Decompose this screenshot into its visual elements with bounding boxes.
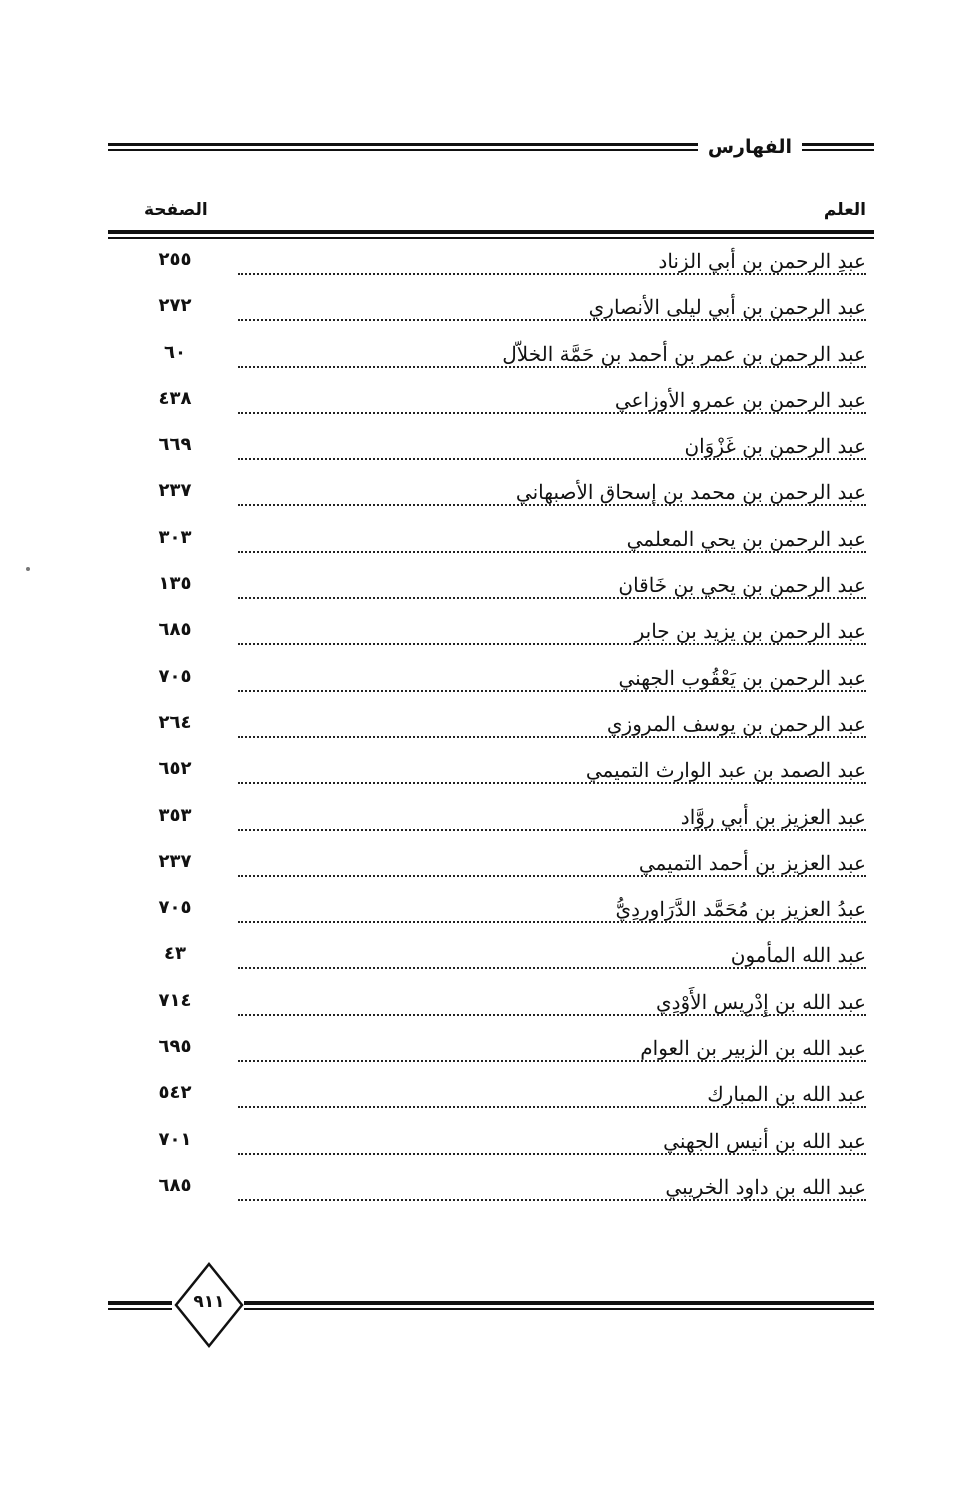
header-rule-left [108,143,698,151]
index-entry [108,474,874,520]
column-headers [108,196,874,228]
entry-name: عبدُ العزيز بن مُحَمَّد الدَّرَاوردِيُّ [609,897,866,921]
entry-page: ٦٨٥ [158,619,192,641]
index-entry [108,613,874,659]
index-entry [108,1030,874,1076]
entry-page: ٦٩٥ [158,1036,192,1058]
page-column-header: الصفحة [144,200,208,220]
index-entry [108,1123,874,1169]
entry-page: ٢٦٤ [158,711,192,733]
index-entry [108,660,874,706]
entry-name: عبد الرحمن بن يوسف المروزي [601,712,866,736]
entry-name: عبد الرحمن بن يحي بن خَاقان [612,573,866,597]
name-column-header: العلم [823,200,866,220]
entry-page: ٣٥٣ [158,804,192,826]
entry-name: عبدِ الرحمن بن أبي الزناد [652,249,866,273]
index-entry [108,1169,874,1215]
entry-name: عبد الصمد بن عبد الوارث التميمي [580,758,866,782]
entry-name: عبد الرحمن بن يَعْقُوب الجهني [613,666,867,690]
index-entry [108,289,874,335]
index-entry [108,1076,874,1122]
entry-name: عبد العزيز بن أبي روَّاد [675,805,866,829]
scan-speck [26,567,30,571]
footer-rule-right [244,1301,874,1310]
entry-page: ٦٠ [164,341,186,363]
entry-page: ٤٣٨ [158,387,192,409]
index-entry [108,336,874,382]
index-entry [108,891,874,937]
entry-name: عبد الرحمن بن محمد بن إسحاق الأصبهاني [510,480,866,504]
entry-name: عبد الرحمن بن يحي المعلمي [621,527,866,551]
entry-page: ٦٦٩ [158,434,192,456]
footer-rule-left [108,1301,172,1310]
entry-page: ٤٣ [164,943,186,965]
entry-page: ٦٨٥ [158,1174,192,1196]
page-footer [108,1262,874,1348]
entry-page: ٦٥٢ [158,758,192,780]
entry-name: عبد الله المأمون [725,943,866,967]
index-entry [108,428,874,474]
index-entry [108,567,874,613]
entry-name: عبد العزيز بن أحمد التميمي [633,851,866,875]
page-number: ٩١١ [193,1292,225,1312]
header-rule-right [802,143,874,151]
index-entry [108,799,874,845]
entry-page: ٢٧٢ [158,295,192,317]
entry-page: ٢٣٧ [158,480,192,502]
running-header [108,132,874,162]
entry-name: عبد الله بن أنيس الجهني [657,1129,866,1153]
index-entry [108,984,874,1030]
column-header-rule [108,230,874,239]
entry-name: عبد الرحمن بن يزيد بن جابر [629,619,866,643]
entry-page: ٣٠٣ [158,526,192,548]
entry-page: ١٣٥ [158,573,192,595]
index-entry [108,752,874,798]
entry-name: عبد الرحمن بن غَزْوَان [678,434,866,458]
entry-name: عبد الله بن المبارك [701,1082,866,1106]
entry-page: ٧١٤ [158,989,192,1011]
index-entry [108,845,874,891]
entry-name: عبد الله بن داود الخريبي [659,1175,866,1199]
index-entry-list [108,243,874,1215]
index-entry [108,706,874,752]
entry-page: ٧٠١ [158,1128,192,1150]
entry-page: ٢٥٥ [158,249,192,270]
index-entry [108,382,874,428]
entry-name: عبد الله بن الزبير بن العوام [634,1036,866,1060]
entry-name: عبد الرحمن بن أبي ليلى الأنصاري [583,295,866,319]
entry-name: عبد الرحمن بن عمر بن أحمد بن حَمَّة الخلاّل [496,342,866,366]
running-title: الفهارس [707,136,792,158]
entry-name: عبد الرحمن بن عمرو الأوزاعي [609,388,866,412]
entry-page: ٥٤٢ [158,1082,192,1104]
index-entry [108,243,874,289]
entry-page: ٧٠٥ [158,665,192,687]
index-entry [108,937,874,983]
entry-name: عبد الله بن إِدْرِيس الأَوْدِي [650,990,866,1014]
index-entry [108,521,874,567]
entry-page: ٢٣٧ [158,850,192,872]
entry-page: ٧٠٥ [158,897,192,919]
